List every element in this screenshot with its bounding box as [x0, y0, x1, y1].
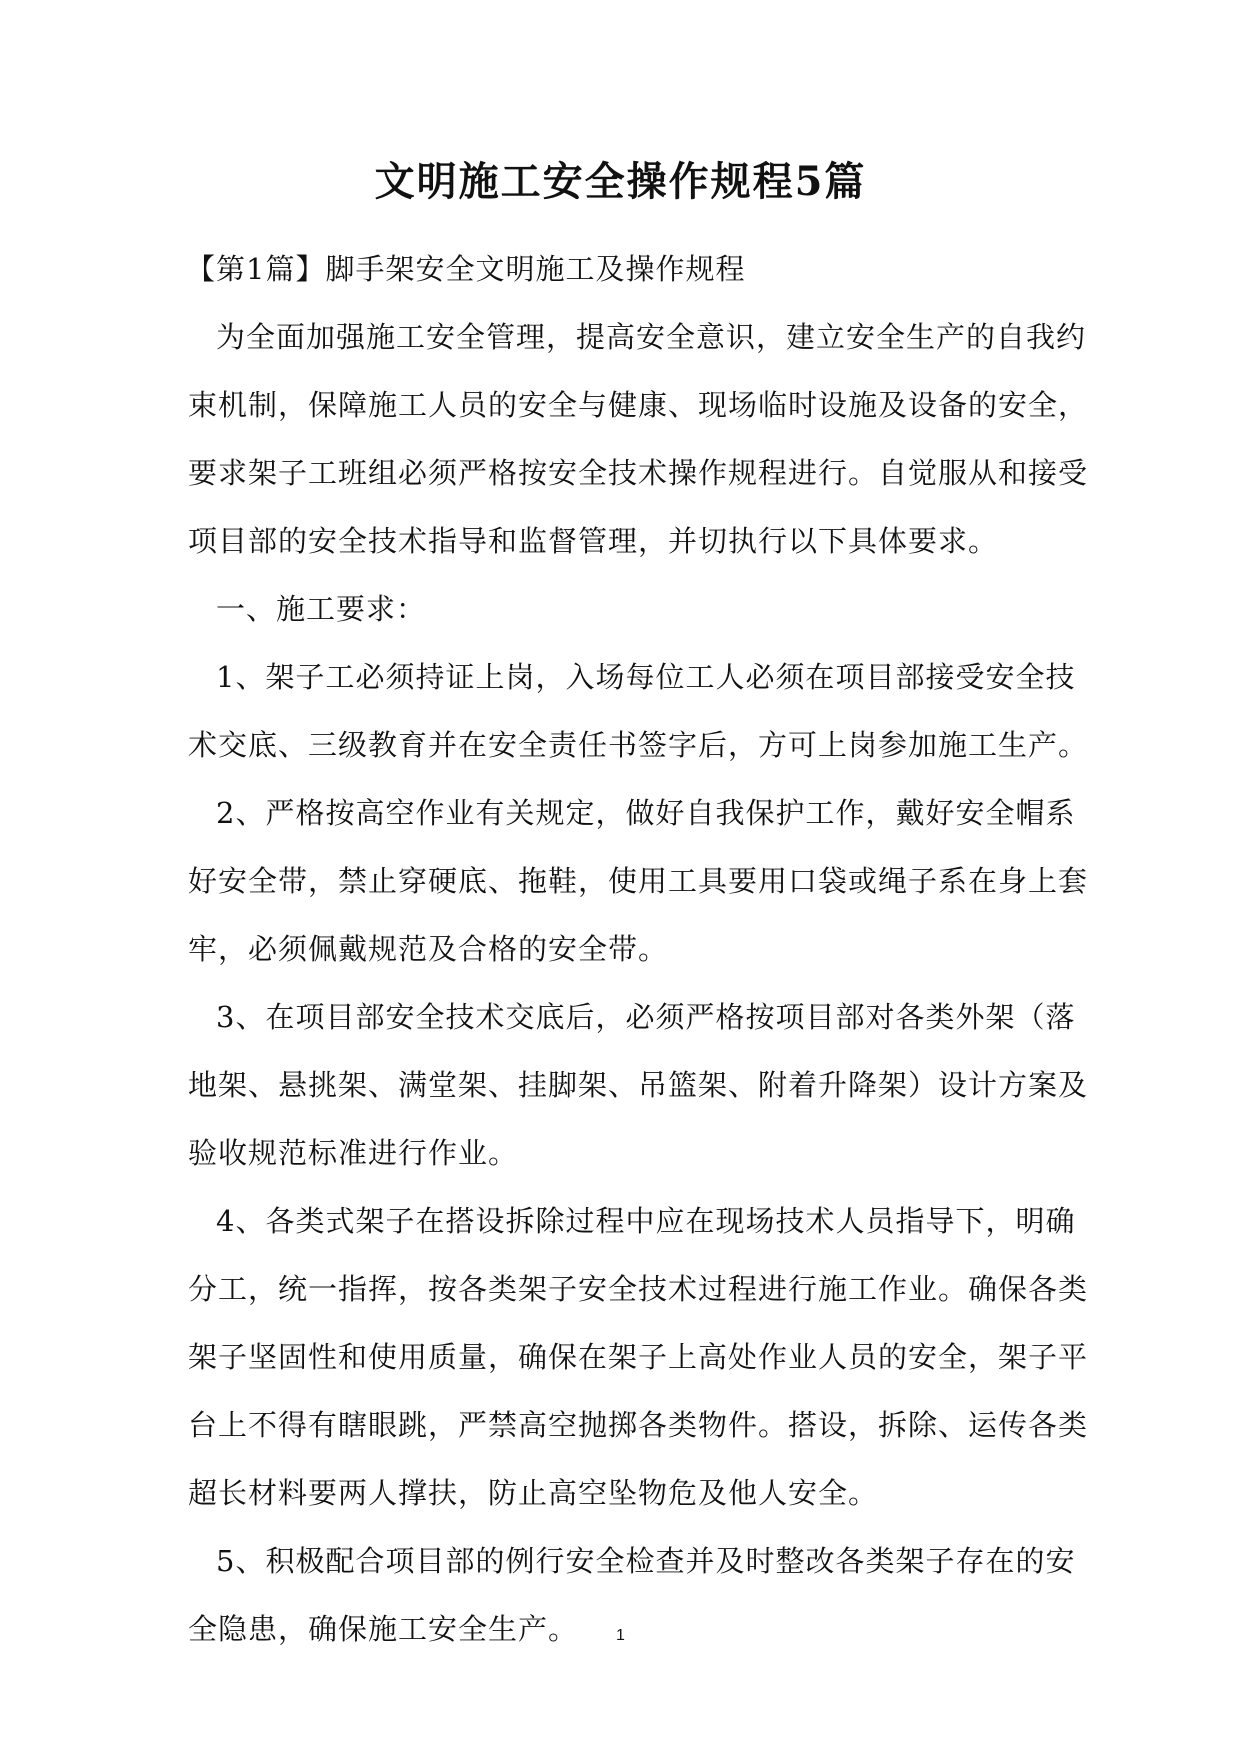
- paragraph-line: 地架、悬挑架、满堂架、挂脚架、吊篮架、附着升降架）设计方案及: [188, 1068, 1089, 1102]
- paragraph-line: 1、架子工必须持证上岗，入场每位工人必须在项目部接受安全技: [216, 660, 1076, 694]
- paragraph-line: 全隐患，确保施工安全生产。: [188, 1612, 579, 1646]
- paragraph-line: 项目部的安全技术指导和监督管理，并切执行以下具体要求。: [188, 524, 999, 558]
- paragraph-line: 5、积极配合项目部的例行安全检查并及时整改各类架子存在的安: [216, 1544, 1076, 1578]
- paragraph-line: 超长材料要两人撑扶，防止高空坠物危及他人安全。: [188, 1476, 879, 1510]
- paragraph-line: 2、严格按高空作业有关规定，做好自我保护工作，戴好安全帽系: [216, 796, 1076, 830]
- section-heading: 【第1篇】脚手架安全文明施工及操作规程: [186, 252, 746, 286]
- paragraph-line: 为全面加强施工安全管理，提高安全意识，建立安全生产的自我约: [216, 320, 1087, 354]
- page-number: 1: [616, 1627, 625, 1644]
- paragraph-line: 要求架子工班组必须严格按安全技术操作规程进行。自觉服从和接受: [188, 456, 1089, 490]
- paragraph-line: 好安全带，禁止穿硬底、拖鞋，使用工具要用口袋或绳子系在身上套: [188, 864, 1089, 898]
- paragraph-line: 架子坚固性和使用质量，确保在架子上高处作业人员的安全，架子平: [188, 1340, 1089, 1374]
- paragraph-line: 分工，统一指挥，按各类架子安全技术过程进行施工作业。确保各类: [188, 1272, 1089, 1306]
- paragraph-line: 3、在项目部安全技术交底后，必须严格按项目部对各类外架（落: [216, 1000, 1076, 1034]
- subheading: 一、施工要求：: [216, 592, 427, 626]
- paragraph-line: 束机制，保障施工人员的安全与健康、现场临时设施及设备的安全，: [188, 388, 1089, 422]
- paragraph-line: 牢，必须佩戴规范及合格的安全带。: [188, 932, 669, 966]
- document-title: 文明施工安全操作规程5篇: [374, 158, 867, 205]
- paragraph-line: 术交底、三级教育并在安全责任书签字后，方可上岗参加施工生产。: [188, 728, 1089, 762]
- paragraph-line: 验收规范标准进行作业。: [188, 1136, 519, 1170]
- paragraph-line: 4、各类式架子在搭设拆除过程中应在现场技术人员指导下，明确: [216, 1204, 1076, 1238]
- paragraph-line: 台上不得有瞎眼跳，严禁高空抛掷各类物件。搭设，拆除、运传各类: [188, 1408, 1089, 1442]
